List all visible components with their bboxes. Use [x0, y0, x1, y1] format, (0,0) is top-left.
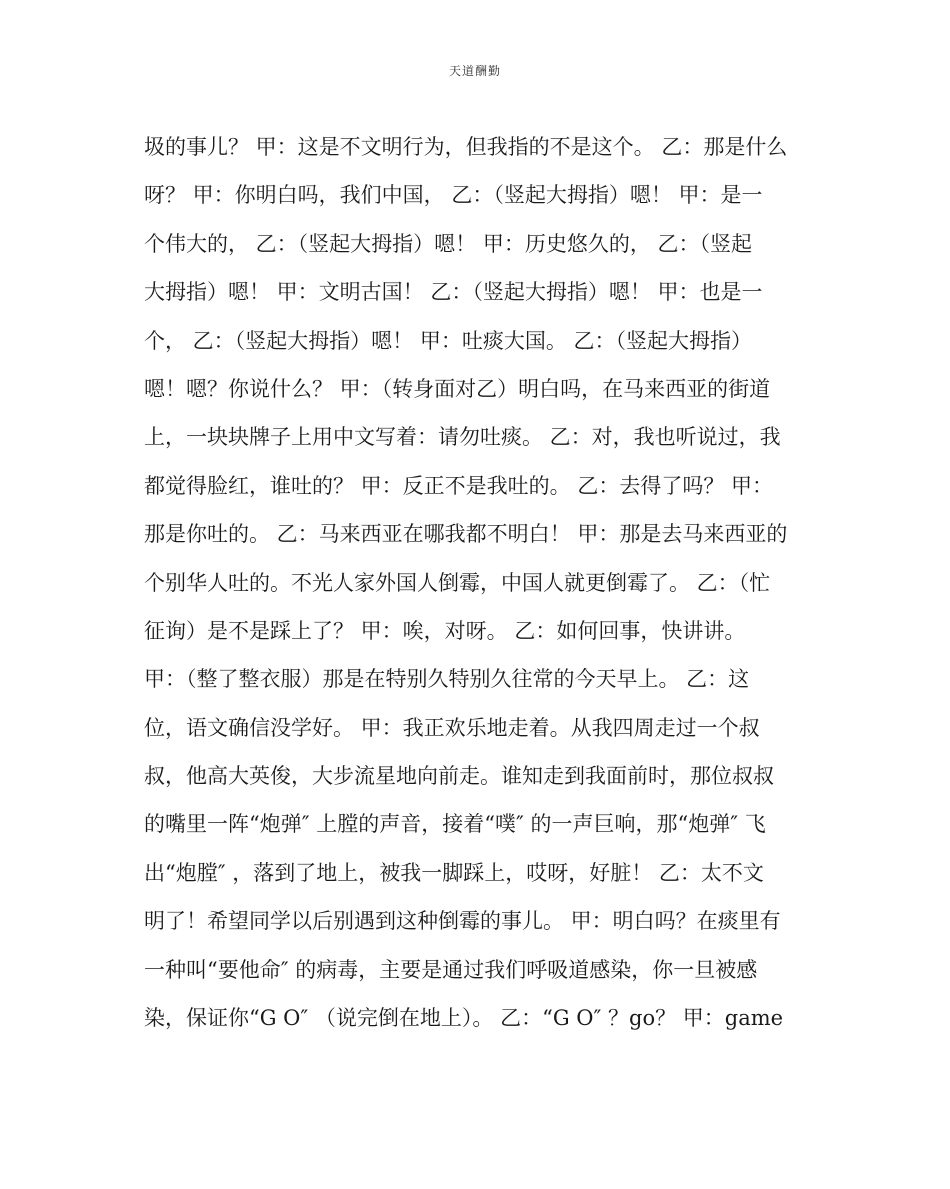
text-line: 呀？ 甲：你明白吗，我们中国， 乙：（竖起大拇指）嗯！ 甲：是一 — [144, 183, 763, 208]
text-line: 的嘴里一阵“炮弹″ 上膛的声音，接着“噗″ 的一声巨响，那“炮弹″ 飞 — [144, 812, 766, 837]
text-line: 出“炮膛″ ，落到了地上，被我一脚踩上，哎呀，好脏！ 乙：太不文 — [144, 860, 764, 885]
text-line: 个伟大的， 乙：（竖起大拇指）嗯！ 甲：历史悠久的， 乙：（竖起 — [144, 231, 753, 256]
text-line: 圾的事儿？ 甲：这是不文明行为，但我指的不是这个。 乙：那是什么 — [144, 135, 788, 159]
text-line: 嗯！嗯？你说什么？ 甲：（转身面对乙）明白吗，在马来西亚的街道 — [144, 376, 771, 401]
text-line: 个， 乙：（竖起大拇指）嗯！ 甲：吐痰大国。 乙：（竖起大拇指） — [144, 328, 753, 353]
body-text — [144, 128, 814, 1047]
text-line: 都觉得脸红，谁吐的？ 甲：反正不是我吐的。 乙：去得了吗？ 甲： — [144, 473, 774, 498]
text-line: 大拇指）嗯！ 甲：文明古国！ 乙：（竖起大拇指）嗯！ 甲：也是一 — [144, 280, 763, 305]
text-line: 染，保证你“G O″ （说完倒在地上）。 乙：“G O″ ？go？ 甲：game — [144, 1006, 784, 1031]
text-line: 个别华人吐的。不光人家外国人倒霉，中国人就更倒霉了。 乙：（忙 — [144, 570, 771, 595]
text-line: 上，一块块牌子上用中文写着：请勿吐痰。 乙：对，我也听说过，我 — [144, 425, 781, 450]
text-line: 叔，他高大英俊，大步流星地向前走。谁知走到我面前时，那位叔叔 — [144, 764, 774, 789]
text-line: 一种叫“要他命″ 的病毒，主要是通过我们呼吸道感染，你一旦被感 — [144, 957, 758, 982]
text-line: 那是你吐的。 乙：马来西亚在哪我都不明白！ 甲：那是去马来西亚的 — [144, 522, 788, 547]
text-line: 明了！希望同学以后别遇到这种倒霉的事儿。 甲：明白吗？在痰里有 — [144, 909, 781, 934]
page-header: 天道酬勤 — [448, 64, 501, 78]
text-line: 征询）是不是踩上了？ 甲：唉，对呀。 乙：如何回事，快讲讲。 — [144, 618, 746, 643]
text-line: 甲：（整了整衣服）那是在特别久特别久往常的今天早上。 乙：这 — [144, 667, 750, 692]
text-line: 位，语文确信没学好。 甲：我正欢乐地走着。从我四周走过一个叔 — [144, 715, 760, 740]
